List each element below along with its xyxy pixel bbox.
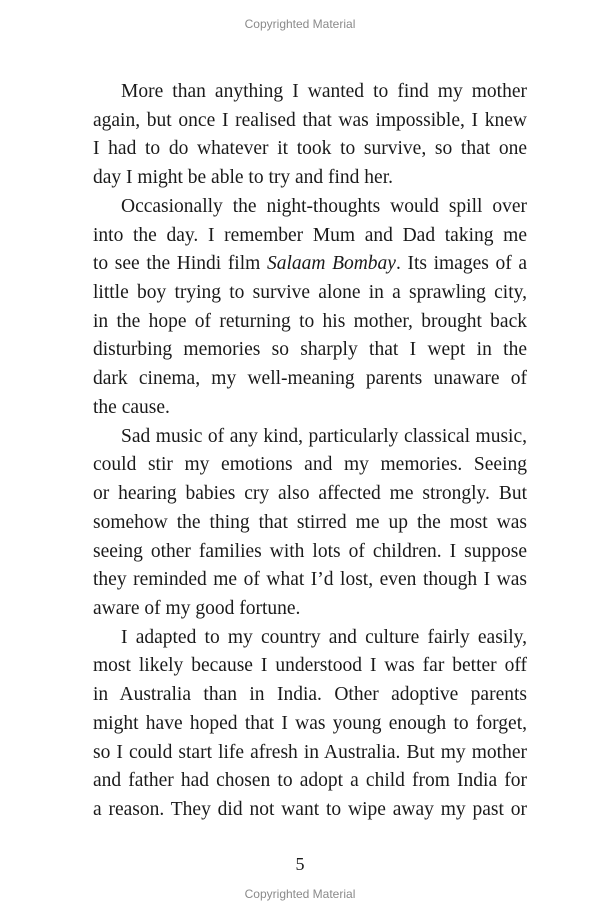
paragraph <box>93 78 527 193</box>
text-segment: into the day. I remember Mum and Dad taking me <box>93 224 527 246</box>
text-line <box>93 365 527 394</box>
text-line <box>93 394 527 423</box>
body-text <box>93 78 527 825</box>
copyright-watermark-top: Copyrighted Material <box>244 17 356 31</box>
text-segment: in Australia than in India. Other adoptive parents <box>93 684 527 706</box>
text-segment: and father had chosen to adopt a child from India for <box>93 770 527 792</box>
text-line <box>93 164 527 193</box>
text-line <box>93 107 527 136</box>
text-line <box>93 193 527 222</box>
text-line <box>93 336 527 365</box>
text-line <box>93 308 527 337</box>
text-segment: the cause. <box>93 396 170 418</box>
text-segment: might have hoped that I was young enough to forget, <box>93 712 527 734</box>
text-segment: they reminded me of what I’d lost, even though I was <box>93 569 527 591</box>
text-segment: or hearing babies cry also affected me strongly. But <box>93 483 527 505</box>
paragraph <box>93 193 527 423</box>
text-line <box>93 279 527 308</box>
text-segment: Sad music of any kind, particularly classical music, <box>121 425 527 447</box>
text-segment: dark cinema, my well-meaning parents unaware of <box>93 368 527 390</box>
film-title: Salaam Bombay <box>266 253 396 275</box>
text-line <box>93 423 527 452</box>
text-line <box>93 739 527 768</box>
text-segment: to see the Hindi film <box>93 253 267 275</box>
text-line <box>93 624 527 653</box>
text-line <box>93 135 527 164</box>
page-number: 5 <box>295 854 305 874</box>
text-segment: . Its images of a <box>395 253 527 275</box>
text-line <box>93 222 527 251</box>
copyright-watermark-bottom: Copyrighted Material <box>244 887 356 901</box>
text-segment: little boy trying to survive alone in a sprawling city, <box>93 282 527 304</box>
paragraph <box>93 624 527 825</box>
text-line <box>93 509 527 538</box>
text-segment: again, but once I realised that was impossible, I knew <box>93 109 527 131</box>
text-line <box>93 767 527 796</box>
text-segment: aware of my good fortune. <box>93 597 301 619</box>
text-line <box>93 595 527 624</box>
text-segment: a reason. They did not want to wipe away my past or <box>93 798 527 820</box>
text-line <box>93 78 527 107</box>
text-segment: somehow the thing that stirred me up the most was <box>93 511 527 533</box>
text-line <box>93 710 527 739</box>
text-line <box>93 566 527 595</box>
text-segment: seeing other families with lots of children. I suppose <box>93 540 527 562</box>
text-line <box>93 796 527 825</box>
text-segment: I had to do whatever it took to survive, so that one <box>93 138 527 160</box>
text-segment: day I might be able to try and find her. <box>93 167 394 189</box>
text-segment: More than anything I wanted to find my mother <box>121 81 527 102</box>
text-segment: Occasionally the night-thoughts would spill over <box>121 195 527 217</box>
text-line <box>93 451 527 480</box>
text-segment: so I could start life afresh in Australia. But my mother <box>93 741 527 763</box>
text-line <box>93 681 527 710</box>
text-segment: most likely because I understood I was far better off <box>93 655 527 677</box>
text-line <box>93 652 527 681</box>
text-segment: in the hope of returning to his mother, brought back <box>93 310 527 332</box>
text-segment: I adapted to my country and culture fairly easily, <box>121 626 527 648</box>
text-segment: disturbing memories so sharply that I wept in the <box>93 339 527 361</box>
text-line <box>93 480 527 509</box>
text-segment: could stir my emotions and my memories. Seeing <box>93 454 527 476</box>
text-line <box>93 250 527 279</box>
text-line <box>93 538 527 567</box>
paragraph <box>93 423 527 624</box>
